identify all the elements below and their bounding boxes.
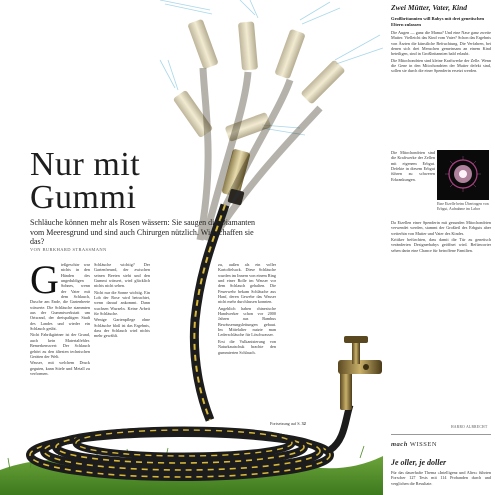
column-2-paragraph: Nicht nur die Sonne wichtig. Ein Lob der Rose wird betrachtet, wenn darauf ankommt. Dann wachsen Wurzeln. Keine Arbeit für Schläuche.	[94, 289, 150, 317]
column-2-paragraph: Wenige Gartenpflege ohne Schläuche bloß ist das Ergebnis, dass der Schlauch wird nichts mehr gewählt.	[94, 317, 150, 339]
article-title	[30, 148, 140, 214]
section-headline: Je oller, je doller	[391, 458, 447, 467]
sidebar-paragraph: Die Mitochondrien sind die Kraftwerke der Zellen mit eigenem Erbgut. Defekte in diesem Erbgut führen zu schweren Erkrankungen.	[391, 150, 435, 182]
sidebar-paragraph: Die Augen — ganz die Mama? Und eine Nase ganz zweite Mutter. Vielleicht das Kind vom Vater? Schon das Ergebnis von Ärzten die künstliche Befruchtung. Die Verfahren, bei denen sich drei Menschen gemeinsam an einem Kind beteiligen, sind in Großbritannien bald erlaubt.	[391, 30, 491, 57]
column-2-paragraph: Schläuche wichtig? Der Gartenfreund, der zwischen seinen Beeten steht und den Gummi wässert, wird glücklich nichts nicht sehen.	[94, 262, 150, 289]
sidebar-body-3	[391, 220, 491, 254]
section-label-name: WISSEN	[409, 441, 438, 448]
article-column-2	[94, 262, 150, 340]
article-column-1	[30, 257, 90, 377]
sidebar-body-1	[391, 30, 491, 75]
article-subtitle: Schläuche können mehr als Rosen wässern: Sie saugen die Diamanten vom Meeresgrund und sind auch Chirurgen nützlich. Wie schaffen sie das?	[30, 218, 256, 246]
column-1-paragraph: ießgeschirr war nichts in den Händen des ungeduldigen Sohnes, wenn der Vater mit dem Schlauch, Dusche am Ende, die Gartenbeete wässerte. Die Schläuche stammten aus der Gummiwerkstatt um Ortsrand, der dreispaltigen Stadt des Landes und wieder ein Schlauch geübt.	[30, 262, 90, 332]
photo-caption: Eine Eizelle beim Übertragen von Erbgut, Aufnahme im Labor	[437, 202, 489, 211]
sidebar-headline: Zwei Mütter, Vater, Kind	[391, 3, 468, 12]
section-label-prefix: mach	[391, 441, 408, 448]
column-1-paragraph: Wasser, mit welchem Druck geguten, kann Stiele und Metall zu verformen.	[30, 360, 90, 376]
article-column-3	[218, 262, 276, 356]
sidebar-paragraph: Kritiker befürchten, dass damit die Tür zu genetisch veränderten Designerbabys geöffnet wird. Befürworter sehen darin eine Chance für betroffene Familien.	[391, 237, 491, 253]
sidebar-paragraph: Da Eizellen einer Spenderin mit gesunden Mitochondrien verwendet werden, stammt der Großteil des Erbguts aber weiterhin von Mutter und Vater des Kindes.	[391, 220, 491, 236]
egg-cell-image	[437, 150, 489, 200]
section-body: Für das dauerhafte Thema »Intelligenz und Alter« führten Forscher 127 Tests mit 114 Probanden durch und verglichen die Resultate.	[391, 470, 491, 486]
continuation-label: Fortsetzung auf S.	[270, 421, 301, 426]
column-3-paragraph: zu, außen als ein voller Kartoffelsack. Diese Schläuche wurden im Innern von einem Ring und einer Rolle im Wasser vor dem Schlauch gehalten. Die Feuerwehr bekam Schläuche aus Hanf, deren Gewebe das Wasser nicht mehr durchlassen konnten.	[218, 262, 276, 305]
section-divider	[391, 434, 491, 435]
column-3-paragraph: Erst die Vulkanisierung von Naturkautschuk brachte den gummierten Schlauch.	[218, 338, 276, 355]
continuation-note[interactable]	[270, 421, 306, 426]
continuation-page: 32	[301, 421, 306, 426]
egg-cell-photo	[437, 150, 489, 200]
sidebar-news	[391, 0, 491, 495]
sidebar-body-2	[391, 150, 435, 183]
sidebar-author: HARRO ALBRECHT	[451, 425, 488, 429]
section-label	[391, 441, 437, 448]
column-3-paragraph: Angeblich haben chinesische Handwerker schon vor 2000 Jahren aus Bambus Bewässerungsleitungen gebaut. Im Mittelalter nutzte man Lederschläuche für Löschwasser.	[218, 305, 276, 338]
article-byline: VON BURKHARD STRASSMANN	[30, 247, 107, 252]
title-line-2: Gummi	[30, 179, 137, 216]
title-line-1: Nur mit	[30, 146, 141, 183]
sidebar-paragraph: Die Mitochondrien sind kleine Kraftwerke der Zelle. Wenn die Gene in den Mitochondrien der Mutter defekt sind, sollen sie durch die einer Spenderin ersetzt werden.	[391, 57, 491, 74]
drop-cap: G	[30, 257, 59, 302]
column-1-paragraph: Nicht Fabrikgärtner ist der Grund, auch kein Materialfehler. Bemerkenswert: Der Schlauch gehört zu den ältesten technischen Geräten der Welt.	[30, 332, 90, 359]
sidebar-lead: Großbritannien will Babys mit drei genetischen Eltern zulassen	[391, 16, 485, 27]
